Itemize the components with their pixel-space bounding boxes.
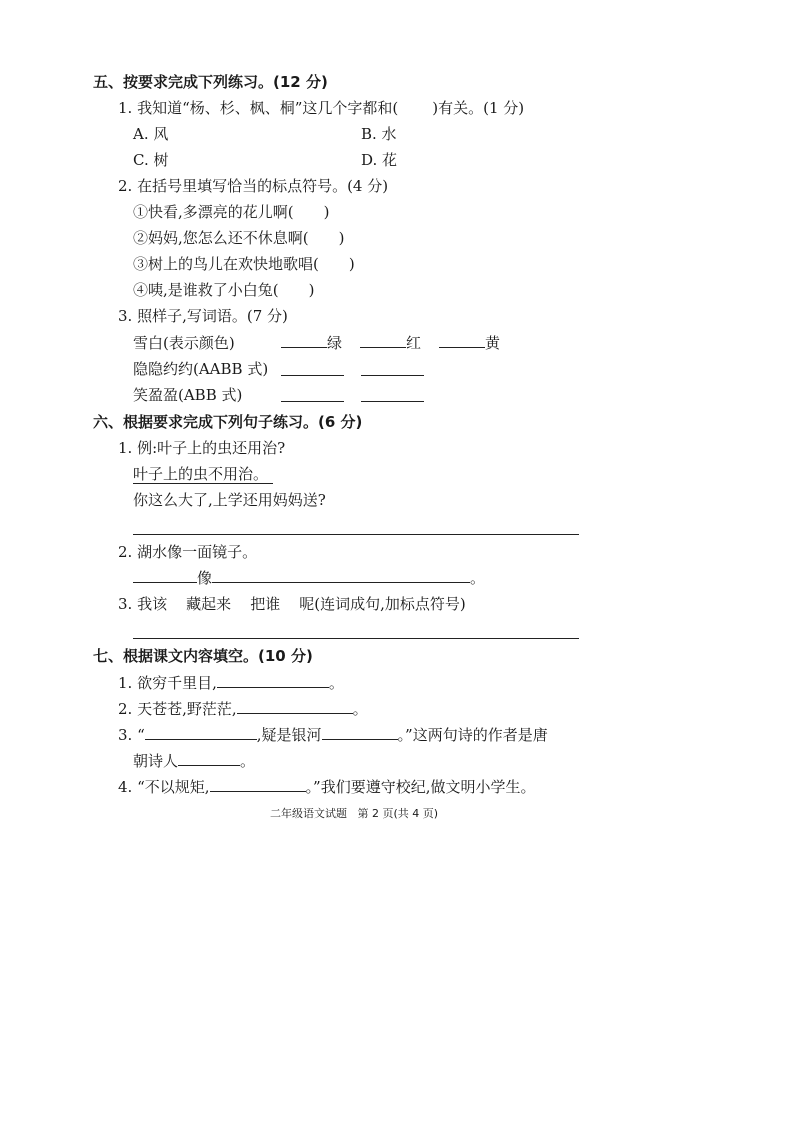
section-5-title: 五、按要求完成下列练习。(12 分) (93, 73, 328, 91)
section-6-title: 六、根据要求完成下列句子练习。(6 分) (93, 413, 363, 431)
q5-2-item-4: ④咦,是谁救了小白兔( ) (133, 281, 315, 299)
answer-blank[interactable] (361, 401, 424, 402)
q7-1: 1. 欲穷千里目, 。 (118, 674, 344, 692)
q5-1-stem: 1. 我知道“杨、杉、枫、桐”这几个字都和( )有关。(1 分) (118, 99, 525, 117)
q6-3-stem: 3. 我该 藏起来 把谁 呢(连词成句,加标点符号) (118, 595, 466, 613)
q5-3-row2-label: 隐隐约约(AABB 式) (133, 360, 269, 378)
answer-blank[interactable] (210, 777, 306, 792)
q5-3-row1-label: 雪白(表示颜色) (133, 334, 235, 352)
q5-2-item-1: ①快看,多漂亮的花儿啊( ) (133, 203, 330, 221)
answer-blank[interactable] (145, 725, 257, 740)
answer-blank[interactable] (439, 333, 485, 348)
answer-blank[interactable] (133, 568, 197, 583)
q7-3-line1: 3. “ ,疑是银河 。”这两句诗的作者是唐 (118, 726, 548, 744)
answer-blank[interactable] (217, 673, 329, 688)
q5-2-item-2: ②妈妈,您怎么还不休息啊( ) (133, 229, 345, 247)
q5-1-option-a: A. 风 (133, 125, 169, 143)
q6-1-example: 1. 例:叶子上的虫还用治? (118, 439, 286, 457)
answer-blank[interactable] (281, 333, 327, 348)
section-7-title: 七、根据课文内容填空。(10 分) (93, 647, 313, 665)
q5-3-stem: 3. 照样子,写词语。(7 分) (118, 307, 288, 325)
example-underline (133, 483, 273, 484)
q5-3-row1-blanks: 绿 红 黄 (281, 333, 500, 353)
answer-blank[interactable] (237, 699, 353, 714)
q5-2-stem: 2. 在括号里填写恰当的标点符号。(4 分) (118, 177, 389, 195)
answer-blank[interactable] (361, 375, 424, 376)
answer-blank[interactable] (360, 333, 406, 348)
answer-blank[interactable] (281, 375, 344, 376)
q7-2: 2. 天苍苍,野茫茫, 。 (118, 700, 368, 718)
answer-blank[interactable] (212, 568, 470, 583)
q6-1-prompt: 你这么大了,上学还用妈妈送? (133, 491, 326, 509)
q6-2-stem: 2. 湖水像一面镜子。 (118, 543, 258, 561)
q7-3-line2: 朝诗人 。 (133, 752, 256, 770)
q5-2-item-3: ③树上的鸟儿在欢快地歌唱( ) (133, 255, 355, 273)
answer-blank[interactable] (322, 725, 398, 740)
answer-line[interactable] (133, 534, 579, 535)
answer-blank[interactable] (281, 401, 344, 402)
q5-1-option-b: B. 水 (361, 125, 397, 143)
q6-2-answer: 像 。 (133, 568, 485, 588)
q5-3-row3-label: 笑盈盈(ABB 式) (133, 386, 243, 404)
q5-1-option-d: D. 花 (361, 151, 398, 169)
q6-1-example-answer: 叶子上的虫不用治。 (133, 465, 269, 483)
q7-4: 4. “不以规矩, 。”我们要遵守校纪,做文明小学生。 (118, 778, 536, 796)
page-footer: 二年级语文试题 第 2 页(共 4 页) (270, 807, 439, 820)
answer-line[interactable] (133, 638, 579, 639)
answer-blank[interactable] (178, 751, 240, 766)
q5-1-option-c: C. 树 (133, 151, 169, 169)
